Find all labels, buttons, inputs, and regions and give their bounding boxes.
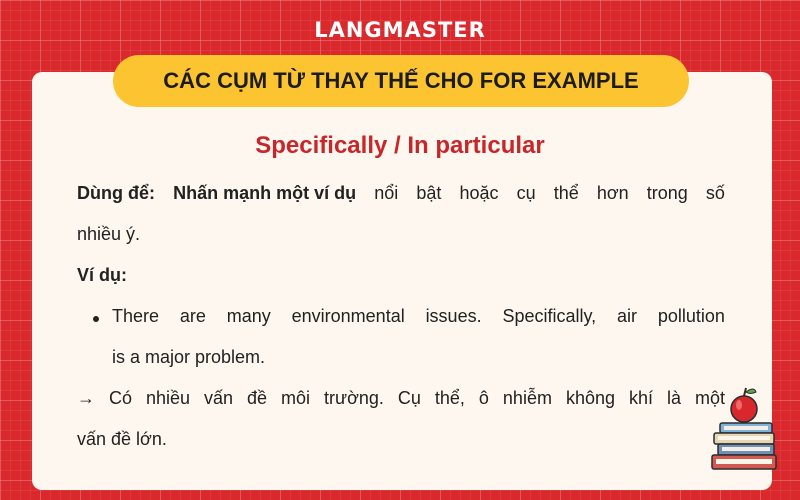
usage-line-1	[77, 182, 725, 204]
bullet-dot-icon	[93, 316, 99, 322]
example-word: are	[179, 306, 206, 326]
usage-word: thể	[553, 183, 579, 203]
usage-word: nổi	[374, 183, 399, 203]
usage-word: cụ	[516, 183, 536, 203]
translation-word: Cụ	[397, 388, 421, 408]
example-word: air	[617, 306, 638, 326]
usage-word: trong	[646, 183, 688, 203]
example-label: Ví dụ:	[77, 265, 127, 285]
page-title: CÁC CỤM TỪ THAY THẾ CHO FOR EXAMPLE	[113, 55, 689, 107]
translation-word: đề	[247, 388, 268, 408]
apple-on-books-icon	[710, 383, 782, 473]
translation-word: vấn	[204, 388, 234, 408]
example-word: pollution	[657, 306, 725, 326]
translation-word: trường.	[324, 388, 384, 408]
example-word: Specifically,	[502, 306, 597, 326]
translation-word: Có	[108, 388, 132, 408]
example-line-2: is a major problem.	[112, 347, 266, 367]
translation-word: môi	[281, 388, 311, 408]
phrase-heading: Specifically / In particular	[255, 132, 545, 159]
translation-word: nhiễm	[502, 388, 552, 408]
translation-word: thể,	[434, 388, 465, 408]
arrow-icon: →	[77, 388, 95, 408]
usage-label: Dùng để:	[77, 183, 155, 203]
example-word: environmental	[291, 306, 405, 326]
translation-line-1	[77, 387, 725, 409]
translation-word: một	[694, 388, 725, 408]
usage-word: bật	[416, 183, 442, 203]
translation-word: không	[565, 388, 615, 408]
usage-word: hoặc	[459, 183, 499, 203]
translation-word: ô	[478, 388, 489, 408]
usage-emphasis: Nhấn mạnh một ví dụ	[173, 183, 357, 203]
example-word: There	[112, 306, 160, 326]
usage-word: hơn	[596, 183, 629, 203]
translation-word: là	[666, 388, 681, 408]
translation-word: nhiều	[145, 388, 191, 408]
usage-line-2: nhiều ý.	[77, 224, 141, 244]
example-word: issues.	[425, 306, 482, 326]
example-line-1	[112, 305, 725, 327]
usage-word: số	[705, 183, 725, 203]
translation-word: khí	[628, 388, 653, 408]
brand-logo: LANGMASTER	[314, 18, 486, 42]
example-word: many	[226, 306, 271, 326]
translation-line-2: vấn đề lớn.	[77, 429, 167, 449]
